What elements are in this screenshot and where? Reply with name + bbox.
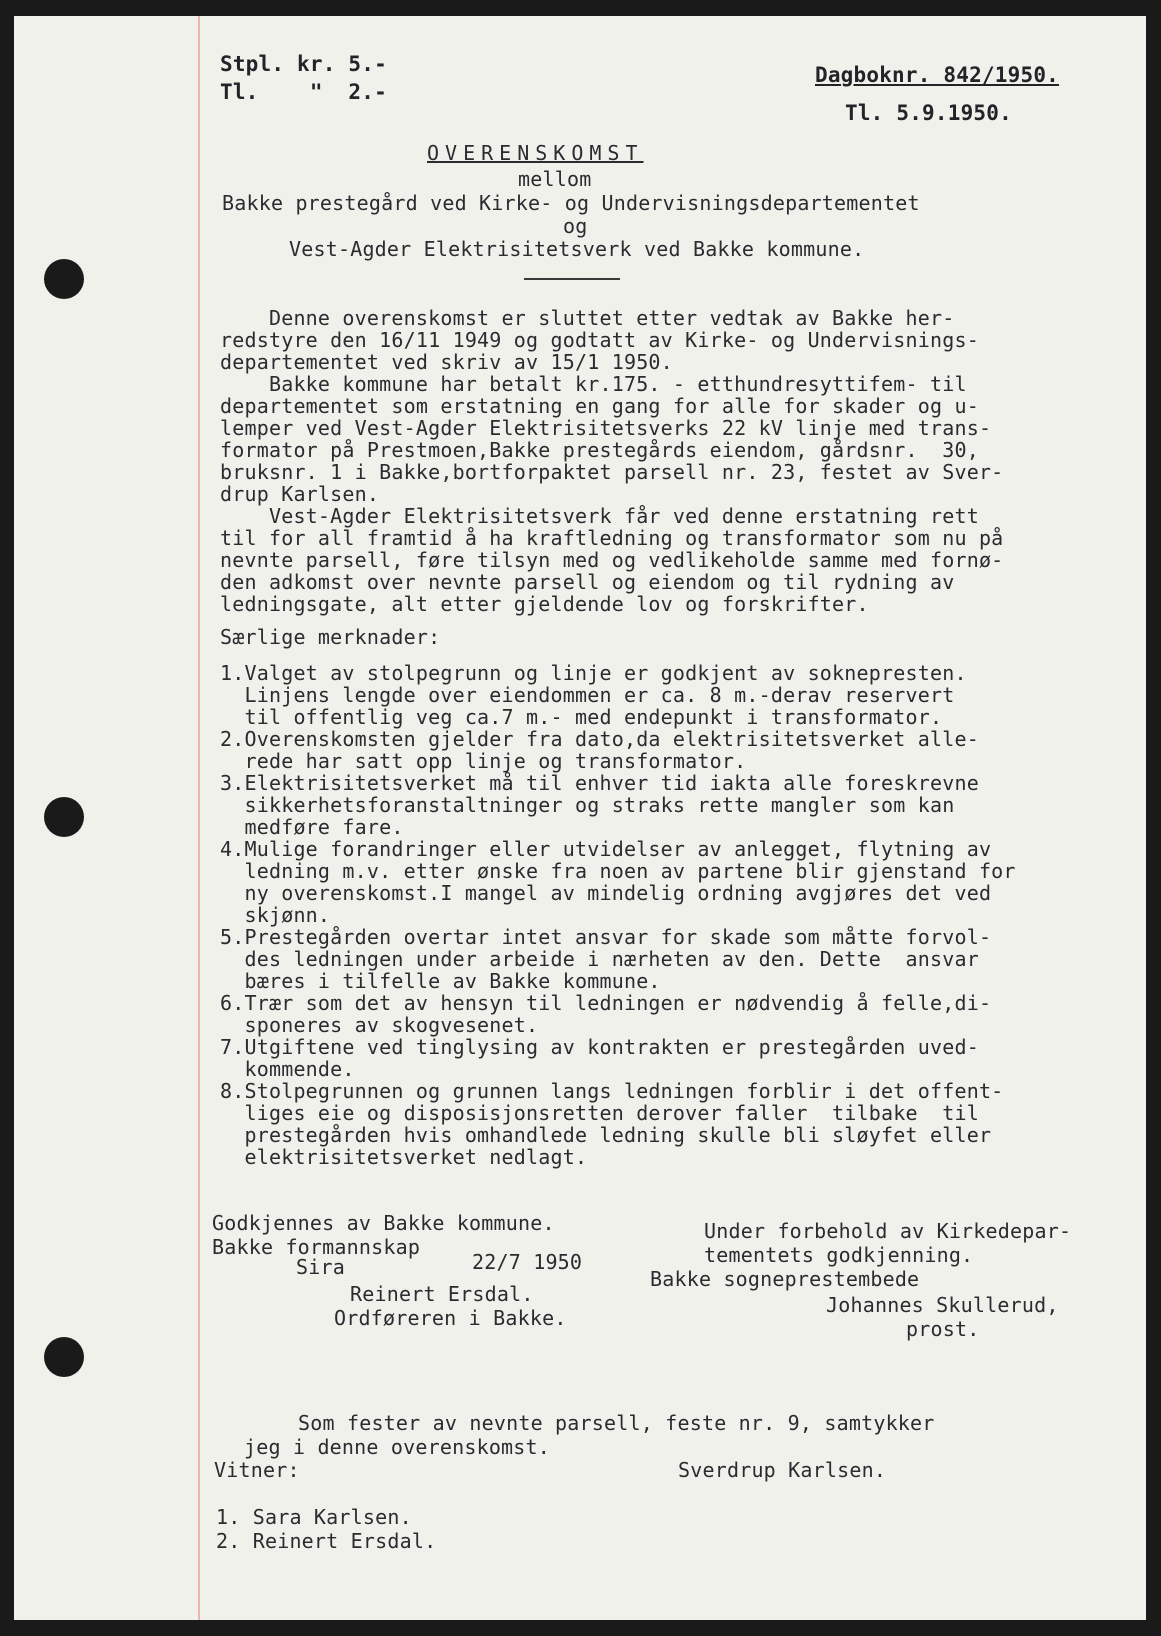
church-reservation-cont: tementets godkjenning. bbox=[704, 1243, 974, 1267]
body-line: departementet ved skriv av 15/1 1950. bbox=[220, 350, 673, 374]
remark-line: kommende. bbox=[220, 1057, 355, 1081]
body-line: ledningsgate, alt etter gjeldende lov og forskrifter. bbox=[220, 592, 869, 616]
body-line: Denne overenskomst er sluttet etter vedtak av Bakke her- bbox=[220, 306, 955, 330]
remark-line: liges eie og disposisjonsretten derover faller tilbake til bbox=[220, 1101, 979, 1125]
remark-line: 2.Overenskomsten gjelder fra dato,da elektrisitetsverket alle- bbox=[220, 727, 979, 751]
body-line: lemper ved Vest-Agder Elektrisitetsverks 22 kV linje med trans- bbox=[220, 416, 992, 440]
remark-line: skjønn. bbox=[220, 903, 331, 927]
party-two: Vest-Agder Elektrisitetsverk ved Bakke kommune. bbox=[289, 237, 865, 261]
remark-line: sponeres av skogvesenet. bbox=[220, 1013, 539, 1037]
consent-line: jeg i denne overenskomst. bbox=[244, 1435, 551, 1459]
remark-line: prestegården hvis omhandlede ledning skulle bli sløyfet eller bbox=[220, 1123, 992, 1147]
dean-name: Johannes Skullerud, bbox=[826, 1293, 1059, 1317]
punch-hole bbox=[44, 797, 84, 837]
remark-line: til offentlig veg ca.7 m.- med endepunkt i transformator. bbox=[220, 705, 943, 729]
remark-line: bæres i tilfelle av Bakke kommune. bbox=[220, 969, 661, 993]
mayor-name: Reinert Ersdal. bbox=[350, 1282, 534, 1306]
document-title: OVERENSKOMST bbox=[427, 141, 644, 165]
title-and: og bbox=[563, 214, 588, 238]
body-line: Vest-Agder Elektrisitetsverk får ved denne erstatning rett bbox=[220, 504, 979, 528]
mayor-title: Ordføreren i Bakke. bbox=[334, 1306, 567, 1330]
remark-line: 3.Elektrisitetsverket må til enhver tid iakta alle foreskrevne bbox=[220, 771, 979, 795]
punch-hole bbox=[44, 1337, 84, 1377]
body-line: den adkomst over nevnte parsell og eiendom og til rydning av bbox=[220, 570, 955, 594]
title-between: mellom bbox=[518, 167, 592, 191]
dean-title: prost. bbox=[906, 1317, 980, 1341]
remark-line: des ledningen under arbeide i nærheten av den. Dette ansvar bbox=[220, 947, 979, 971]
remark-line: 5.Prestegården overtar intet ansvar for skade som måtte forvol- bbox=[220, 925, 992, 949]
remark-line: 8.Stolpegrunnen og grunnen langs ledningen forblir i det offent- bbox=[220, 1079, 1004, 1103]
body-line: departementet som erstatning en gang for alle for skader og u- bbox=[220, 394, 979, 418]
remark-line: Linjens lengde over eiendommen er ca. 8 m.-derav reservert bbox=[220, 683, 955, 707]
church-reservation: Under forbehold av Kirkedepar- bbox=[704, 1219, 1072, 1243]
body-line: nevnte parsell, føre tilsyn med og vedlikeholde samme med fornø- bbox=[220, 548, 1004, 572]
remark-line: ny overenskomst.I mangel av mindelig ordning avgjøres det ved bbox=[220, 881, 992, 905]
remark-line: 4.Mulige forandringer eller utvidelser av anlegget, flytning av bbox=[220, 837, 992, 861]
signing-date: 22/7 1950 bbox=[472, 1250, 583, 1274]
leaseholder-signature: Sverdrup Karlsen. bbox=[678, 1458, 887, 1482]
party-one: Bakke prestegård ved Kirke- og Undervisningsdepartementet bbox=[222, 191, 920, 215]
punch-hole bbox=[44, 259, 84, 299]
remark-line: 6.Trær som det av hensyn til ledningen er nødvendig å felle,di- bbox=[220, 991, 992, 1015]
remark-line: ledning m.v. etter ønske fra noen av partene blir gjenstand for bbox=[220, 859, 1016, 883]
remark-line: rede har satt opp linje og transformator. bbox=[220, 749, 747, 773]
remark-line: medføre fare. bbox=[220, 815, 404, 839]
municipal-approval: Godkjennes av Bakke kommune. bbox=[212, 1211, 555, 1235]
body-line: drup Karlsen. bbox=[220, 482, 380, 506]
remark-line: 1.Valget av stolpegrunn og linje er godkjent av soknepresten. bbox=[220, 661, 967, 685]
remarks-heading: Særlige merknader: bbox=[220, 625, 441, 649]
margin-line bbox=[198, 16, 200, 1620]
witness-one: 1. Sara Karlsen. bbox=[216, 1505, 412, 1529]
stamp-fee-line: Stpl. kr. 5.- bbox=[220, 52, 387, 76]
body-line: til for all framtid å ha kraftledning og transformator som nu på bbox=[220, 526, 1004, 550]
journal-date: Tl. 5.9.1950. bbox=[845, 101, 1012, 125]
body-line: formator på Prestmoen,Bakke prestegårds eiendom, gårdsnr. 30, bbox=[220, 438, 979, 462]
body-line: Bakke kommune har betalt kr.175. - etthundresyttifem- til bbox=[220, 372, 967, 396]
witness-two: 2. Reinert Ersdal. bbox=[216, 1529, 437, 1553]
parish-office: Bakke sogneprestembede bbox=[650, 1267, 920, 1291]
remark-line: elektrisitetsverket nedlagt. bbox=[220, 1145, 588, 1169]
body-line: bruksnr. 1 i Bakke,bortforpaktet parsell nr. 23, festet av Sver- bbox=[220, 460, 1004, 484]
title-separator bbox=[524, 278, 620, 280]
remark-line: 7.Utgiftene ved tinglysing av kontrakten er prestegården uved- bbox=[220, 1035, 979, 1059]
municipal-board: Bakke formannskap bbox=[212, 1235, 421, 1259]
remark-line: sikkerhetsforanstaltninger og straks rette mangler som kan bbox=[220, 793, 955, 817]
body-line: redstyre den 16/11 1949 og godtatt av Kirke- og Undervisnings- bbox=[220, 328, 979, 352]
consent-line: Som fester av nevnte parsell, feste nr. 9, samtykker bbox=[298, 1411, 935, 1435]
signing-place: Sira bbox=[296, 1255, 345, 1279]
witness-label: Vitner: bbox=[214, 1458, 300, 1482]
journal-number: Dagboknr. 842/1950. bbox=[815, 63, 1060, 87]
registration-fee-line: Tl. " 2.- bbox=[220, 80, 387, 104]
